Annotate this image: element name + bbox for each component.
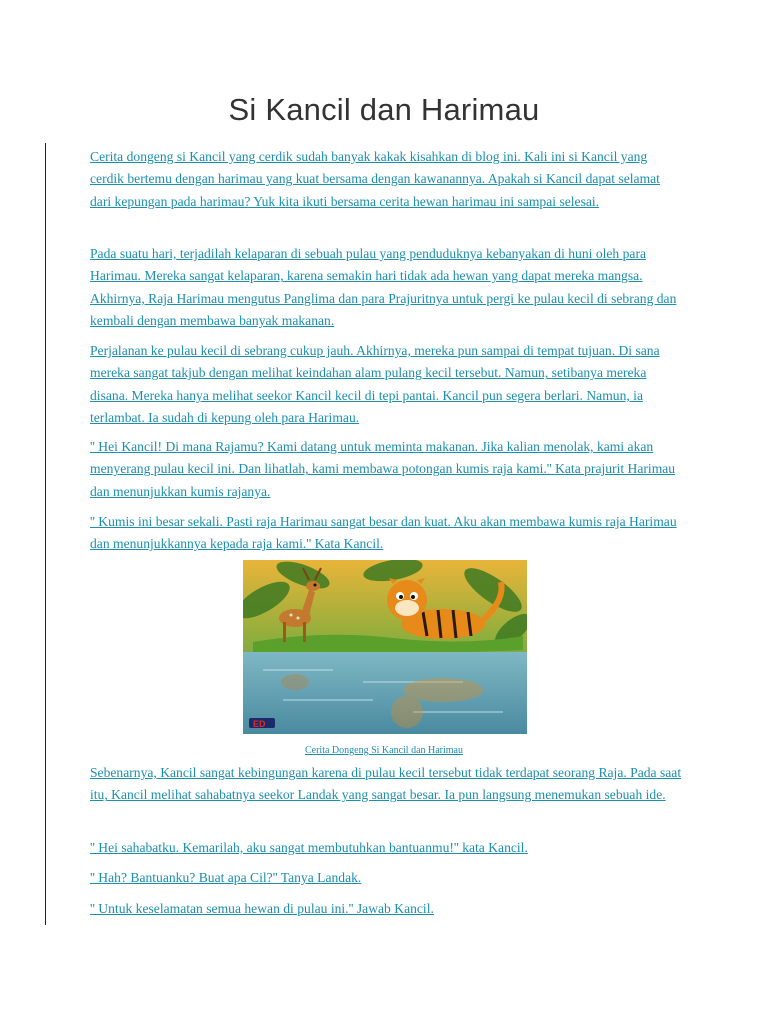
paragraph-kancil-idea[interactable]: Sebenarnya, Kancil sangat kebingungan karena di pulau kecil tersebut tidak terdapat seorang Raja. Pada saat itu, Kancil melihat sahabatnya seekor Landak yang sangat besar. Ia pun langsung menemukan sebuah ide. [90,765,682,803]
svg-text:ED: ED [253,719,266,729]
margin-rule [45,143,46,925]
image-caption[interactable]: Cerita Dongeng Si Kancil dan Harimau [304,745,463,756]
paragraph-call-landak[interactable]: '' Hei sahabatku. Kemarilah, aku sangat membutuhkan bantuanmu!'' kata Kancil. [90,840,528,855]
paragraph-landak-asks[interactable]: '' Hah? Bantuanku? Buat apa Cil?'' Tanya Landak. [90,870,362,885]
paragraph-famine[interactable]: Pada suatu hari, terjadilah kelaparan di sebuah pulau yang penduduknya kebanyakan di huni oleh para Harimau. Mereka sangat kelaparan, karena semakin hari tidak ada hewan yang dapat mereka mangsa. Akhirnya, Raja Harimau mengutus Panglima dan para Prajuritnya untuk pergi ke pulau kecil di sebrang dan kembali dengan membawa banyak makanan. [90,246,677,329]
story-illustration [243,560,527,734]
paragraph-intro[interactable]: Cerita dongeng si Kancil yang cerdik sudah banyak kakak kisahkan di blog ini. Kali ini si Kancil yang cerdik bertemu dengan harimau yang kuat bersama dengan kawanannya. Apakah si Kancil dapat selamat dari kepungan pada harimau? Yuk kita ikuti bersama cerita hewan harimau ini sampai selesai. [90,149,660,209]
paragraph-tiger-demand[interactable]: '' Hei Kancil! Di mana Rajamu? Kami datang untuk meminta makanan. Jika kalian menolak, kami akan menyerang pulau kecil ini. Dan lihatlah, kami membawa potongan kumis raja kami.'' Kata prajurit Harimau dan menunjukkan kumis rajanya. [90,439,676,499]
paragraph-kancil-answers[interactable]: '' Untuk keselamatan semua hewan di pulau ini.'' Jawab Kancil. [90,901,434,916]
publisher-logo [249,718,275,729]
paragraph-kancil-reply[interactable]: '' Kumis ini besar sekali. Pasti raja Harimau sangat besar dan kuat. Aku akan membawa kumis raja Harimau dan menunjukkannya kepada raja kami.'' Kata Kancil. [90,514,677,552]
paragraph-journey[interactable]: Perjalanan ke pulau kecil di sebrang cukup jauh. Akhirnya, mereka pun sampai di tempat tujuan. Di sana mereka sangat takjub dengan melihat keindahan alam pulang kecil tersebut. Namun, setibanya mereka disana. Mereka hanya melihat seekor Kancil kecil di tepi pantai. Kancil pun segera berlari. Namun, ia terlambat. Ia sudah di kepung oleh para Harimau. [90,343,660,426]
page-title: Si Kancil dan Harimau [228,92,540,127]
